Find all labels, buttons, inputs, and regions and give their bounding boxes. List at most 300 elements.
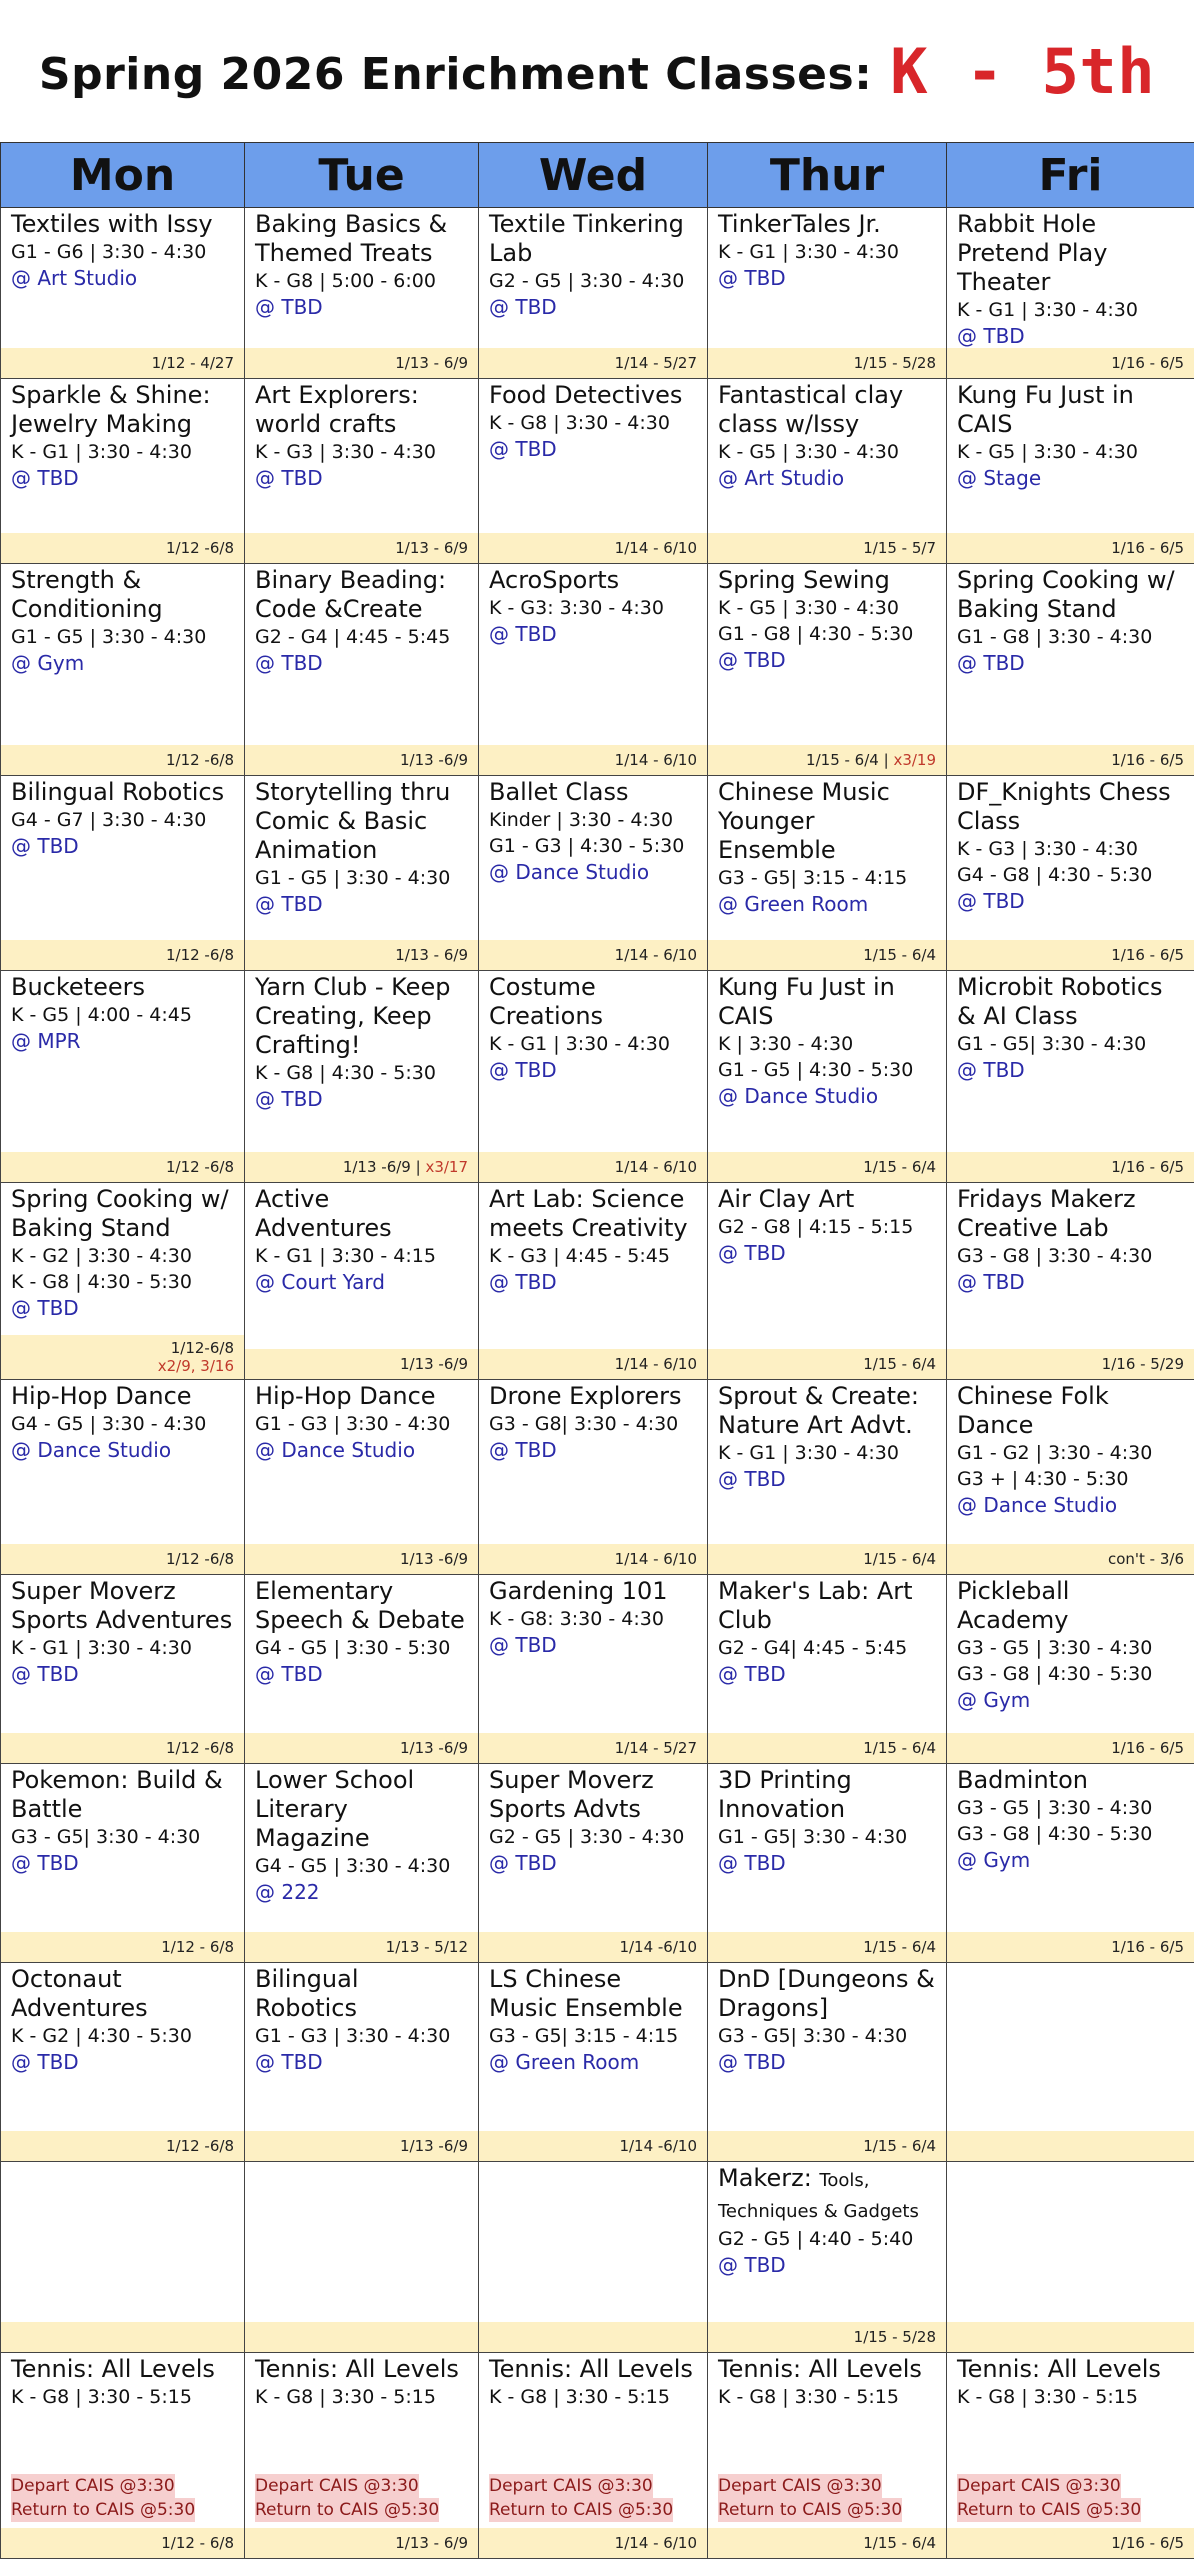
schedule-table <box>0 142 1194 2559</box>
class-grade-time: K - G5 | 3:30 - 4:30 <box>718 441 899 463</box>
class-location: @ TBD <box>957 651 1025 675</box>
class-cell-mon <box>1 1575 245 1764</box>
class-name-text: Fridays Makerz Creative Lab <box>957 1185 1136 1242</box>
class-name <box>718 1965 936 2023</box>
class-cell-wed <box>479 776 708 971</box>
class-date-text: 1/13 -6/9 <box>399 1550 468 1568</box>
class-date-range <box>1 348 244 378</box>
schedule-row <box>1 379 1194 564</box>
class-grade-time: K - G1 | 3:30 - 4:30 <box>489 1033 670 1055</box>
class-cell-thur <box>708 1963 947 2162</box>
class-name-text: Textiles with Issy <box>11 210 213 238</box>
class-grade-time: G1 - G5 | 3:30 - 4:30 <box>11 626 207 648</box>
class-date-range <box>245 348 478 378</box>
class-card <box>245 564 478 775</box>
class-date-range <box>947 940 1194 970</box>
class-location: @ TBD <box>11 2050 79 2074</box>
class-date-exception: x2/9, 3/16 <box>157 1357 234 1375</box>
class-date-text: 1/15 - 5/28 <box>853 354 936 372</box>
schedule-row <box>1 2162 1194 2353</box>
schedule-row <box>1 564 1194 776</box>
class-date-exception: x3/17 <box>425 1158 468 1176</box>
class-location: @ Dance Studio <box>255 1438 416 1462</box>
schedule-row <box>1 208 1194 379</box>
class-grade-time: K - G3 | 3:30 - 4:30 <box>255 441 436 463</box>
class-grade-time: G2 - G5 | 3:30 - 4:30 <box>489 270 685 292</box>
class-cell-fri <box>947 564 1194 776</box>
class-cell-wed <box>479 564 708 776</box>
class-name <box>957 973 1184 1031</box>
class-date-range <box>1 1335 244 1379</box>
class-cell-thur <box>708 1575 947 1764</box>
class-date-range <box>1 2528 244 2558</box>
class-cell-wed <box>479 2353 708 2559</box>
class-cell-mon <box>1 1963 245 2162</box>
class-name-text: Elementary Speech & Debate <box>255 1577 465 1634</box>
class-name <box>11 566 234 624</box>
class-date-range <box>479 1152 707 1182</box>
class-location: @ Dance Studio <box>489 860 650 884</box>
class-cell-wed <box>479 971 708 1183</box>
day-header-fri: Fri <box>947 143 1194 208</box>
class-name-text: Kung Fu Just in CAIS <box>957 381 1134 438</box>
class-date-range <box>947 745 1194 775</box>
class-name <box>957 381 1184 439</box>
class-cell-tue <box>245 1183 479 1380</box>
class-grade-time: G3 - G5| 3:30 - 4:30 <box>718 2025 908 2047</box>
class-cell-thur <box>708 971 947 1183</box>
class-location: @ TBD <box>255 1087 323 1111</box>
schedule-row <box>1 1380 1194 1575</box>
class-grade-time: G1 - G3 | 4:30 - 5:30 <box>489 835 685 857</box>
class-grade-time: G3 - G5 | 3:30 - 4:30 <box>957 1637 1153 1659</box>
class-date-text: 1/12 -6/8 <box>165 946 234 964</box>
class-location: @ TBD <box>11 1296 79 1320</box>
schedule-row <box>1 1575 1194 1764</box>
class-date-range <box>1 2322 244 2352</box>
class-grade-time: G3 - G8 | 4:30 - 5:30 <box>957 1663 1153 1685</box>
class-location: @ TBD <box>718 1851 786 1875</box>
class-date-text: 1/14 - 6/10 <box>614 539 697 557</box>
class-grade-time: G1 - G5 | 4:30 - 5:30 <box>718 1059 914 1081</box>
class-grade-time: K - G1 | 3:30 - 4:30 <box>718 241 899 263</box>
transport-note <box>957 2474 1141 2522</box>
class-name <box>11 778 234 807</box>
class-date-exception: x3/19 <box>893 751 936 769</box>
class-card <box>1 564 244 775</box>
class-name-text: Tennis: All Levels <box>11 2355 215 2383</box>
class-cell-thur <box>708 564 947 776</box>
class-name-text: Tennis: All Levels <box>255 2355 459 2383</box>
class-date-range <box>479 348 707 378</box>
transport-note-line: Depart CAIS @3:30 <box>718 2476 882 2496</box>
class-name <box>11 1965 234 2023</box>
class-cell-thur <box>708 2162 947 2353</box>
class-grade-time: G3 - G5 | 3:30 - 4:30 <box>957 1797 1153 1819</box>
class-name-text: Gardening 101 <box>489 1577 668 1605</box>
class-location: @ Green Room <box>718 892 869 916</box>
class-date-range <box>947 2322 1194 2352</box>
class-name-text: Textile Tinkering Lab <box>489 210 684 267</box>
class-card <box>947 564 1194 775</box>
class-name <box>11 2355 234 2384</box>
class-cell-wed <box>479 1764 708 1963</box>
class-grade-time: K - G5 | 4:00 - 4:45 <box>11 1004 192 1026</box>
class-date-text: 1/15 - 6/4 <box>863 946 936 964</box>
class-location: @ Dance Studio <box>718 1084 879 1108</box>
class-location: @ TBD <box>957 1270 1025 1294</box>
class-name-text: Art Explorers: world crafts <box>255 381 419 438</box>
class-name-text: TinkerTales Jr. <box>718 210 881 238</box>
schedule-row <box>1 776 1194 971</box>
class-grade-time: G3 + | 4:30 - 5:30 <box>957 1468 1129 1490</box>
class-cell-thur <box>708 1764 947 1963</box>
class-date-text: 1/14 -6/10 <box>619 2137 697 2155</box>
class-date-range <box>947 533 1194 563</box>
class-location: @ TBD <box>255 651 323 675</box>
class-location: @ TBD <box>11 834 79 858</box>
class-grade-time: G4 - G5 | 3:30 - 5:30 <box>255 1637 451 1659</box>
class-grade-time: G4 - G5 | 3:30 - 4:30 <box>11 1413 207 1435</box>
class-name <box>718 2355 936 2384</box>
class-date-range <box>708 2322 946 2352</box>
class-date-text: 1/12 -6/8 <box>165 539 234 557</box>
class-grade-time: K - G8 | 3:30 - 5:15 <box>11 2386 192 2408</box>
class-cell-thur <box>708 2353 947 2559</box>
class-name <box>489 1766 697 1824</box>
class-card <box>1 971 244 1182</box>
class-date-text: 1/14 - 6/10 <box>614 2534 697 2552</box>
class-card <box>245 971 478 1182</box>
class-date-range <box>708 2131 946 2161</box>
class-name-text: Fantastical clay class w/Issy <box>718 381 904 438</box>
class-name-text: Lower School Literary Magazine <box>255 1766 415 1852</box>
class-cell-wed <box>479 1575 708 1764</box>
class-date-text: 1/13 -6/9 <box>399 2137 468 2155</box>
class-name-text: Chinese Music Younger Ensemble <box>718 778 890 864</box>
class-date-range <box>245 1544 478 1574</box>
class-date-range <box>947 1152 1194 1182</box>
schedule-row <box>1 971 1194 1183</box>
transport-note-line: Depart CAIS @3:30 <box>11 2476 175 2496</box>
transport-note-line: Return to CAIS @5:30 <box>255 2500 440 2520</box>
class-name <box>255 381 468 439</box>
class-date-text: 1/14 - 6/10 <box>614 946 697 964</box>
class-name-text: Tennis: All Levels <box>489 2355 693 2383</box>
class-date-text: 1/13 -6/9 <box>399 1355 468 1373</box>
class-date-range <box>479 1544 707 1574</box>
class-cell-wed <box>479 379 708 564</box>
class-card <box>479 971 707 1182</box>
class-cell-tue <box>245 2162 479 2353</box>
class-location: @ TBD <box>255 295 323 319</box>
class-name <box>11 1382 234 1411</box>
class-name <box>718 210 936 239</box>
class-grade-time: G3 - G5| 3:15 - 4:15 <box>718 867 908 889</box>
class-cell-tue <box>245 1575 479 1764</box>
class-cell-tue <box>245 379 479 564</box>
class-grade-time: K | 3:30 - 4:30 <box>718 1033 854 1055</box>
class-cell-mon <box>1 2162 245 2353</box>
class-date-text: 1/14 - 6/10 <box>614 1158 697 1176</box>
class-cell-mon <box>1 208 245 379</box>
class-date-range <box>708 1932 946 1962</box>
class-name-text: Food Detectives <box>489 381 683 409</box>
class-name <box>255 1577 468 1635</box>
class-name-text: Rabbit Hole Pretend Play Theater <box>957 210 1108 296</box>
schedule-row <box>1 2353 1194 2559</box>
class-name <box>957 1185 1184 1243</box>
class-date-range <box>479 2131 707 2161</box>
class-cell-fri <box>947 2353 1194 2559</box>
transport-note-line: Depart CAIS @3:30 <box>255 2476 419 2496</box>
class-date-range <box>245 2322 478 2352</box>
class-date-range <box>1 1544 244 1574</box>
class-name-text: Binary Beading: Code &Create <box>255 566 447 623</box>
schedule-row <box>1 1183 1194 1380</box>
class-cell-tue <box>245 1380 479 1575</box>
class-date-range <box>245 1349 478 1379</box>
class-name-text: Badminton <box>957 1766 1088 1794</box>
class-cell-mon <box>1 1764 245 1963</box>
class-name <box>718 566 936 595</box>
class-name <box>489 566 697 595</box>
class-name <box>957 210 1184 297</box>
class-name-text: Bucketeers <box>11 973 145 1001</box>
class-name-text: Active Adventures <box>255 1185 392 1242</box>
class-date-text: 1/16 - 5/29 <box>1101 1355 1184 1373</box>
class-location: @ TBD <box>489 1851 557 1875</box>
class-date-text: 1/13 -6/9 | <box>342 1158 421 1176</box>
class-date-range <box>1 533 244 563</box>
class-date-text: 1/15 - 5/7 <box>863 539 936 557</box>
class-name-text: Super Moverz Sports Advts <box>489 1766 654 1823</box>
class-grade-time: K - G2 | 3:30 - 4:30 <box>11 1245 192 1267</box>
class-grade-time: G3 - G8 | 3:30 - 4:30 <box>957 1245 1153 1267</box>
class-grade-time: K - G8 | 4:30 - 5:30 <box>255 1062 436 1084</box>
class-cell-tue <box>245 971 479 1183</box>
class-grade-time: G4 - G8 | 4:30 - 5:30 <box>957 864 1153 886</box>
class-cell-fri <box>947 776 1194 971</box>
class-grade-time: K - G1 | 3:30 - 4:30 <box>11 1637 192 1659</box>
class-location: @ TBD <box>255 466 323 490</box>
class-name-text: Baking Basics & Themed Treats <box>255 210 448 267</box>
class-date-range <box>947 1544 1194 1574</box>
class-card <box>708 971 946 1182</box>
class-name-text: AcroSports <box>489 566 620 594</box>
class-date-text: 1/15 - 6/4 <box>863 1938 936 1956</box>
class-date-text: 1/12 -6/8 <box>165 2137 234 2155</box>
schedule-body <box>1 208 1194 2559</box>
day-header-wed: Wed <box>479 143 708 208</box>
class-grade-time: Kinder | 3:30 - 4:30 <box>489 809 674 831</box>
class-name <box>489 210 697 268</box>
class-name-text: Drone Explorers <box>489 1382 682 1410</box>
class-date-text: 1/16 - 6/5 <box>1111 946 1184 964</box>
class-cell-wed <box>479 2162 708 2353</box>
class-name <box>957 566 1184 624</box>
class-cell-thur <box>708 379 947 564</box>
class-location: @ TBD <box>489 1058 557 1082</box>
class-name <box>11 210 234 239</box>
class-cell-mon <box>1 1380 245 1575</box>
class-location: @ Court Yard <box>255 1270 385 1294</box>
class-location: @ Stage <box>957 466 1042 490</box>
class-date-text: 1/13 - 6/9 <box>395 539 468 557</box>
class-cell-fri <box>947 971 1194 1183</box>
class-name-text: Tennis: All Levels <box>718 2355 922 2383</box>
class-grade-time: G3 - G5| 3:15 - 4:15 <box>489 2025 679 2047</box>
class-cell-fri <box>947 208 1194 379</box>
class-cell-wed <box>479 1963 708 2162</box>
class-date-text: 1/14 -6/10 <box>619 1938 697 1956</box>
class-date-text: 1/15 - 6/4 | <box>806 751 889 769</box>
class-date-range <box>245 533 478 563</box>
class-name <box>255 778 468 865</box>
class-name <box>255 2355 468 2384</box>
class-grade-time: K - G8 | 4:30 - 5:30 <box>11 1271 192 1293</box>
class-name <box>718 1766 936 1824</box>
class-grade-time: G1 - G8 | 4:30 - 5:30 <box>718 623 914 645</box>
class-grade-time: G2 - G4 | 4:45 - 5:45 <box>255 626 451 648</box>
class-card <box>479 564 707 775</box>
class-cell-tue <box>245 1764 479 1963</box>
day-header-thur: Thur <box>708 143 947 208</box>
class-date-text: 1/12 -6/8 <box>165 1158 234 1176</box>
class-cell-fri <box>947 1963 1194 2162</box>
class-grade-time: G4 - G7 | 3:30 - 4:30 <box>11 809 207 831</box>
class-location: @ Gym <box>11 651 85 675</box>
class-date-range <box>947 1733 1194 1763</box>
day-header-mon: Mon <box>1 143 245 208</box>
class-date-text: 1/13 - 6/9 <box>395 354 468 372</box>
day-header-row <box>1 143 1194 208</box>
class-name <box>957 778 1184 836</box>
class-location: @ Dance Studio <box>11 1438 172 1462</box>
transport-note-line: Depart CAIS @3:30 <box>957 2476 1121 2496</box>
schedule-row <box>1 1764 1194 1963</box>
class-name-text: Yarn Club - Keep Creating, Keep Crafting! <box>255 973 451 1059</box>
class-name-text: Bilingual Robotics <box>255 1965 359 2022</box>
class-date-text: 1/15 - 6/4 <box>863 2534 936 2552</box>
class-date-text: 1/13 - 5/12 <box>385 1938 468 1956</box>
class-location: @ TBD <box>718 1241 786 1265</box>
class-date-range <box>708 745 946 775</box>
class-name <box>489 2355 697 2384</box>
transport-note-line: Return to CAIS @5:30 <box>489 2500 674 2520</box>
class-name-text: Hip-Hop Dance <box>11 1382 192 1410</box>
class-cell-tue <box>245 2353 479 2559</box>
class-date-range <box>708 1544 946 1574</box>
class-location: @ TBD <box>718 266 786 290</box>
class-location: @ Dance Studio <box>957 1493 1118 1517</box>
class-name <box>489 1965 697 2023</box>
class-location: @ TBD <box>718 648 786 672</box>
title-bar <box>0 0 1194 142</box>
class-date-text: 1/13 -6/9 <box>399 1739 468 1757</box>
class-date-range <box>245 745 478 775</box>
class-date-text: 1/14 - 5/27 <box>614 1739 697 1757</box>
schedule-row <box>1 1963 1194 2162</box>
class-date-range <box>708 533 946 563</box>
class-grade-time: G3 - G8| 3:30 - 4:30 <box>489 1413 679 1435</box>
class-date-text: 1/13 - 6/9 <box>395 946 468 964</box>
class-location: @ TBD <box>718 1662 786 1686</box>
class-date-range <box>947 348 1194 378</box>
class-grade-time: G3 - G5| 3:30 - 4:30 <box>11 1826 201 1848</box>
class-date-range <box>1 1733 244 1763</box>
class-name <box>957 1577 1184 1635</box>
class-name-text: Air Clay Art <box>718 1185 855 1213</box>
class-cell-thur <box>708 208 947 379</box>
transport-note <box>489 2474 673 2522</box>
class-location: @ TBD <box>718 2253 786 2277</box>
class-date-range <box>245 2528 478 2558</box>
class-grade-time: K - G2 | 4:30 - 5:30 <box>11 2025 192 2047</box>
class-grade-time: G1 - G5| 3:30 - 4:30 <box>957 1033 1147 1055</box>
class-grade-time: K - G8 | 3:30 - 5:15 <box>255 2386 436 2408</box>
class-name <box>489 1382 697 1411</box>
class-card <box>947 971 1194 1182</box>
class-name <box>489 381 697 410</box>
class-date-range <box>708 2528 946 2558</box>
class-date-range <box>245 1152 478 1182</box>
class-date-range <box>1 745 244 775</box>
class-name-text: 3D Printing Innovation <box>718 1766 852 1823</box>
class-grade-time: G1 - G8 | 3:30 - 4:30 <box>957 626 1153 648</box>
class-date-text: 1/15 - 6/4 <box>863 1550 936 1568</box>
class-name-text: DnD [Dungeons & Dragons] <box>718 1965 935 2022</box>
class-location: @ TBD <box>718 1467 786 1491</box>
class-date-text: 1/16 - 6/5 <box>1111 354 1184 372</box>
class-date-range <box>947 1349 1194 1379</box>
class-cell-fri <box>947 1575 1194 1764</box>
class-date-range <box>708 1733 946 1763</box>
class-name-text: Sprout & Create: Nature Art Advt. <box>718 1382 919 1439</box>
class-name <box>11 1185 234 1243</box>
class-name-text: DF_Knights Chess Class <box>957 778 1171 835</box>
class-cell-mon <box>1 971 245 1183</box>
class-cell-fri <box>947 1183 1194 1380</box>
class-grade-time: K - G1 | 3:30 - 4:30 <box>957 299 1138 321</box>
class-grade-time: K - G8 | 3:30 - 5:15 <box>718 2386 899 2408</box>
page-title <box>39 35 1155 108</box>
class-grade-time: K - G1 | 3:30 - 4:30 <box>11 441 192 463</box>
class-name-text: Pokemon: Build & Battle <box>11 1766 223 1823</box>
class-location: @ TBD <box>489 1270 557 1294</box>
class-grade-time: G2 - G5 | 3:30 - 4:30 <box>489 1826 685 1848</box>
class-name-text: Makerz: <box>718 2164 812 2192</box>
class-grade-time: G1 - G2 | 3:30 - 4:30 <box>957 1442 1153 1464</box>
class-name-text: Costume Creations <box>489 973 604 1030</box>
class-name <box>255 973 468 1060</box>
class-grade-time: G1 - G3 | 3:30 - 4:30 <box>255 1413 451 1435</box>
class-name-text: Spring Sewing <box>718 566 890 594</box>
class-grade-time: K - G8 | 3:30 - 5:15 <box>957 2386 1138 2408</box>
class-grade-time: K - G8: 3:30 - 4:30 <box>489 1608 664 1630</box>
class-date-text: 1/16 - 6/5 <box>1111 1739 1184 1757</box>
class-name <box>255 1766 468 1853</box>
class-date-text: 1/16 - 6/5 <box>1111 1158 1184 1176</box>
class-date-text: 1/16 - 6/5 <box>1111 1938 1184 1956</box>
class-date-range <box>1 2131 244 2161</box>
class-location: @ TBD <box>718 2050 786 2074</box>
class-location: @ MPR <box>11 1029 81 1053</box>
transport-note-line: Return to CAIS @5:30 <box>11 2500 196 2520</box>
class-name <box>957 1766 1184 1795</box>
class-name-text: Maker's Lab: Art Club <box>718 1577 913 1634</box>
class-location: @ TBD <box>255 1662 323 1686</box>
